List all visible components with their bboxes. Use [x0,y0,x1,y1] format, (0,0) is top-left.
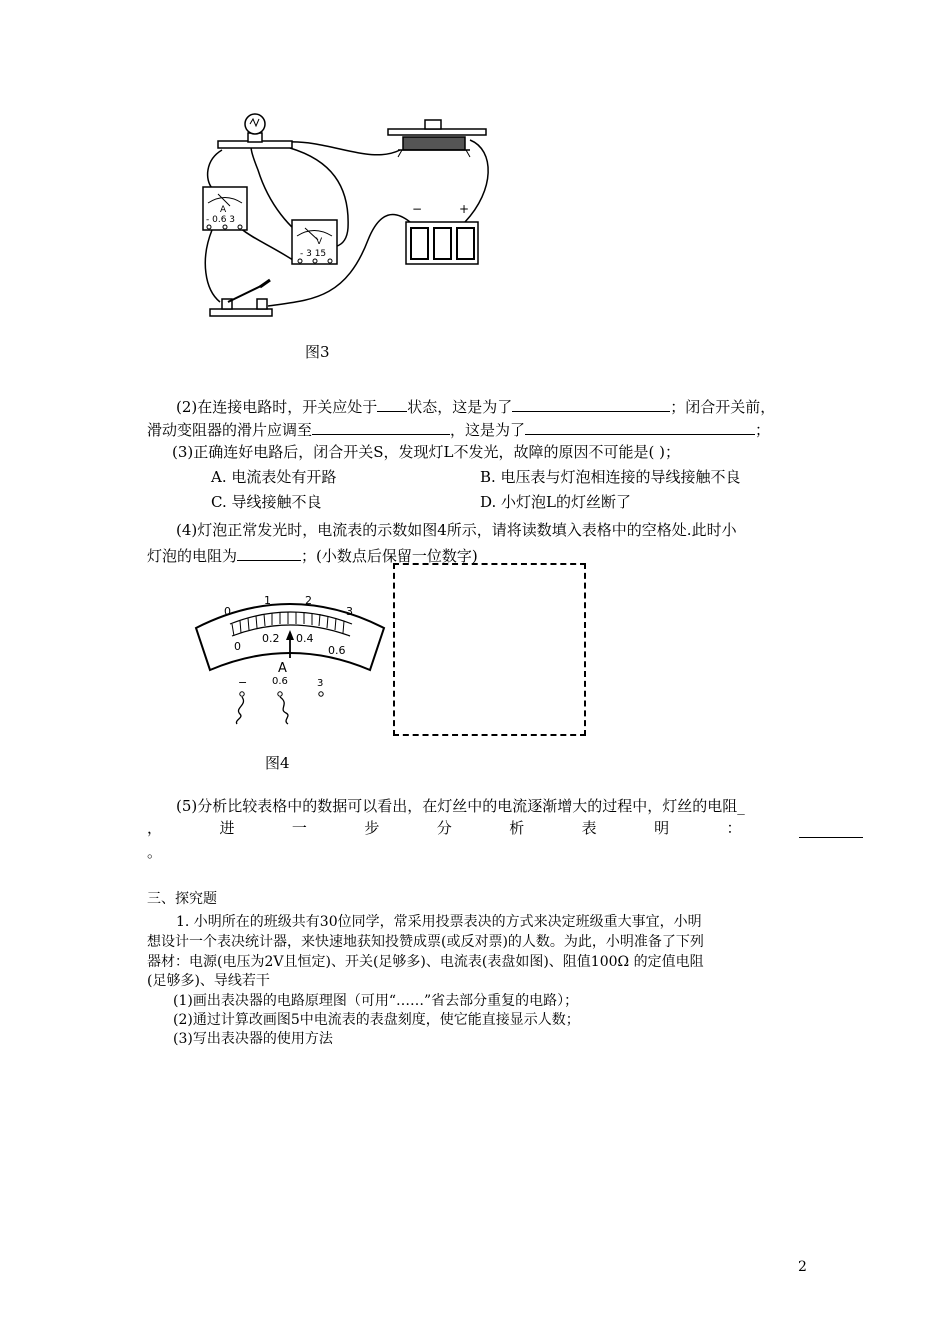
q2-text-a: (2)在连接电路时，开关应处于 [176,398,378,416]
q5-blank-conclusion[interactable] [799,821,863,838]
section-3-para-line: (足够多)、导线若干 [147,973,270,989]
section-3-heading: 三、探究题 [147,891,217,907]
q2-blank-purpose[interactable] [525,418,755,435]
top-scale-label: 3 [346,605,353,618]
q2-blank-position[interactable] [312,418,450,435]
figure-4-caption: 图4 [265,754,290,772]
figure-3-circuit [190,112,510,327]
rheostat-icon [388,120,486,157]
q2-line-1 [176,395,775,417]
wire [240,228,296,262]
wire [236,697,243,724]
q5-line-3: 。 [147,843,163,861]
q3-option-a[interactable]: A. 电流表处有开路 [211,468,337,486]
wire [205,230,220,302]
q5-line-2 [147,818,863,838]
q5-word: 分 [436,819,452,837]
top-scale-label: 2 [305,594,312,607]
figure-3-caption: 图3 [305,343,330,361]
battery-plus: + [459,202,470,216]
section-3-sub-2: (2)通过计算改画图5中电流表的表盘刻度，使它能直接显示人数； [173,1012,580,1028]
switch-icon [210,280,272,316]
battery-icon [406,202,478,264]
voltmeter-icon [292,220,337,264]
q5-word: 明 [654,819,670,837]
ammeter-letter: A [220,205,227,215]
q5-word: ： [726,819,742,837]
bottom-scale-label: 0 [234,640,241,653]
section-3-para-line: 1. 小明所在的班级共有30位同学，常采用投票表决的方式来决定班级重大事宜，小明 [176,914,702,930]
figure-4-ammeter [190,592,390,727]
bottom-scale-label: 0.2 [262,632,280,645]
q5-word: 进 [219,819,235,837]
q2-text-f: ； [755,421,771,439]
q5-word: 表 [581,819,597,837]
q3-option-d[interactable]: D. 小灯泡L的灯丝断了 [480,493,631,511]
q2-blank-state[interactable] [377,395,407,412]
page-number: 2 [798,1259,807,1275]
wire [280,697,288,724]
terminal-label: 0.6 [272,676,288,687]
ammeter-icon [203,187,247,230]
q5-line-1: (5)分析比较表格中的数据可以看出，在灯丝中的电流逐渐增大的过程中，灯丝的电阻_ [176,797,745,815]
q2-text-c: ；闭合开关前， [670,398,776,416]
q2-blank-reason[interactable] [512,395,670,412]
q4-line-1: (4)灯泡正常发光时，电流表的示数如图4所示，请将读数填入表格中的空格处.此时小 [176,521,737,539]
battery-minus: − [412,202,423,216]
wire [208,150,222,188]
terminal-label: − [238,676,248,689]
voltmeter-terminals: - 3 15 [300,249,327,259]
q2-text-e: ，这是为了 [450,421,526,439]
q3-option-b[interactable]: B. 电压表与灯泡相连接的导线接触不良 [480,468,741,486]
q5-word: 步 [364,819,380,837]
ammeter-terminals: - 0.6 3 [206,215,236,225]
section-3-sub-3: (3)写出表决器的使用方法 [173,1031,333,1047]
bottom-scale-label: 0.6 [328,644,346,657]
q3-option-c[interactable]: C. 导线接触不良 [211,493,322,511]
q5-word: 一 [291,819,307,837]
top-scale-label: 1 [264,594,271,607]
wire [268,215,410,306]
bottom-scale-label: 0.4 [296,632,314,645]
q3-stem: (3)正确连好电路后，闭合开关S，发现灯L不发光，故障的原因不可能是( )； [172,443,680,461]
q5-word: 析 [509,819,525,837]
q2-line-2 [147,418,770,440]
top-scale-label: 0 [224,605,231,618]
q4-text-b: ；(小数点后保留一位数字) [301,547,478,565]
unit-label: A [278,661,287,676]
q5-word: ， [147,819,163,837]
terminal-label: 3 [317,678,324,689]
answer-box[interactable] [393,563,586,736]
bulb-icon [218,114,292,148]
section-3-sub-1: (1)画出表决器的电路原理图（可用“……”省去部分重复的电路）； [173,993,579,1009]
section-3-para-line: 器材：电源(电压为2V且恒定)、开关(足够多)、电流表(表盘如图)、阻值100Ω 的定值电阻 [147,954,704,970]
q4-text-a: 灯泡的电阻为 [147,547,238,565]
q4-blank-resistance[interactable] [237,544,301,561]
section-3-para-line: 想设计一个表决统计器，来快速地获知投赞成票(或反对票)的人数。为此，小明准备了下列 [147,934,704,950]
q2-text-b: 状态，这是为了 [407,398,513,416]
voltmeter-letter: V [316,237,323,247]
q2-text-d: 滑动变阻器的滑片应调至 [147,421,313,439]
